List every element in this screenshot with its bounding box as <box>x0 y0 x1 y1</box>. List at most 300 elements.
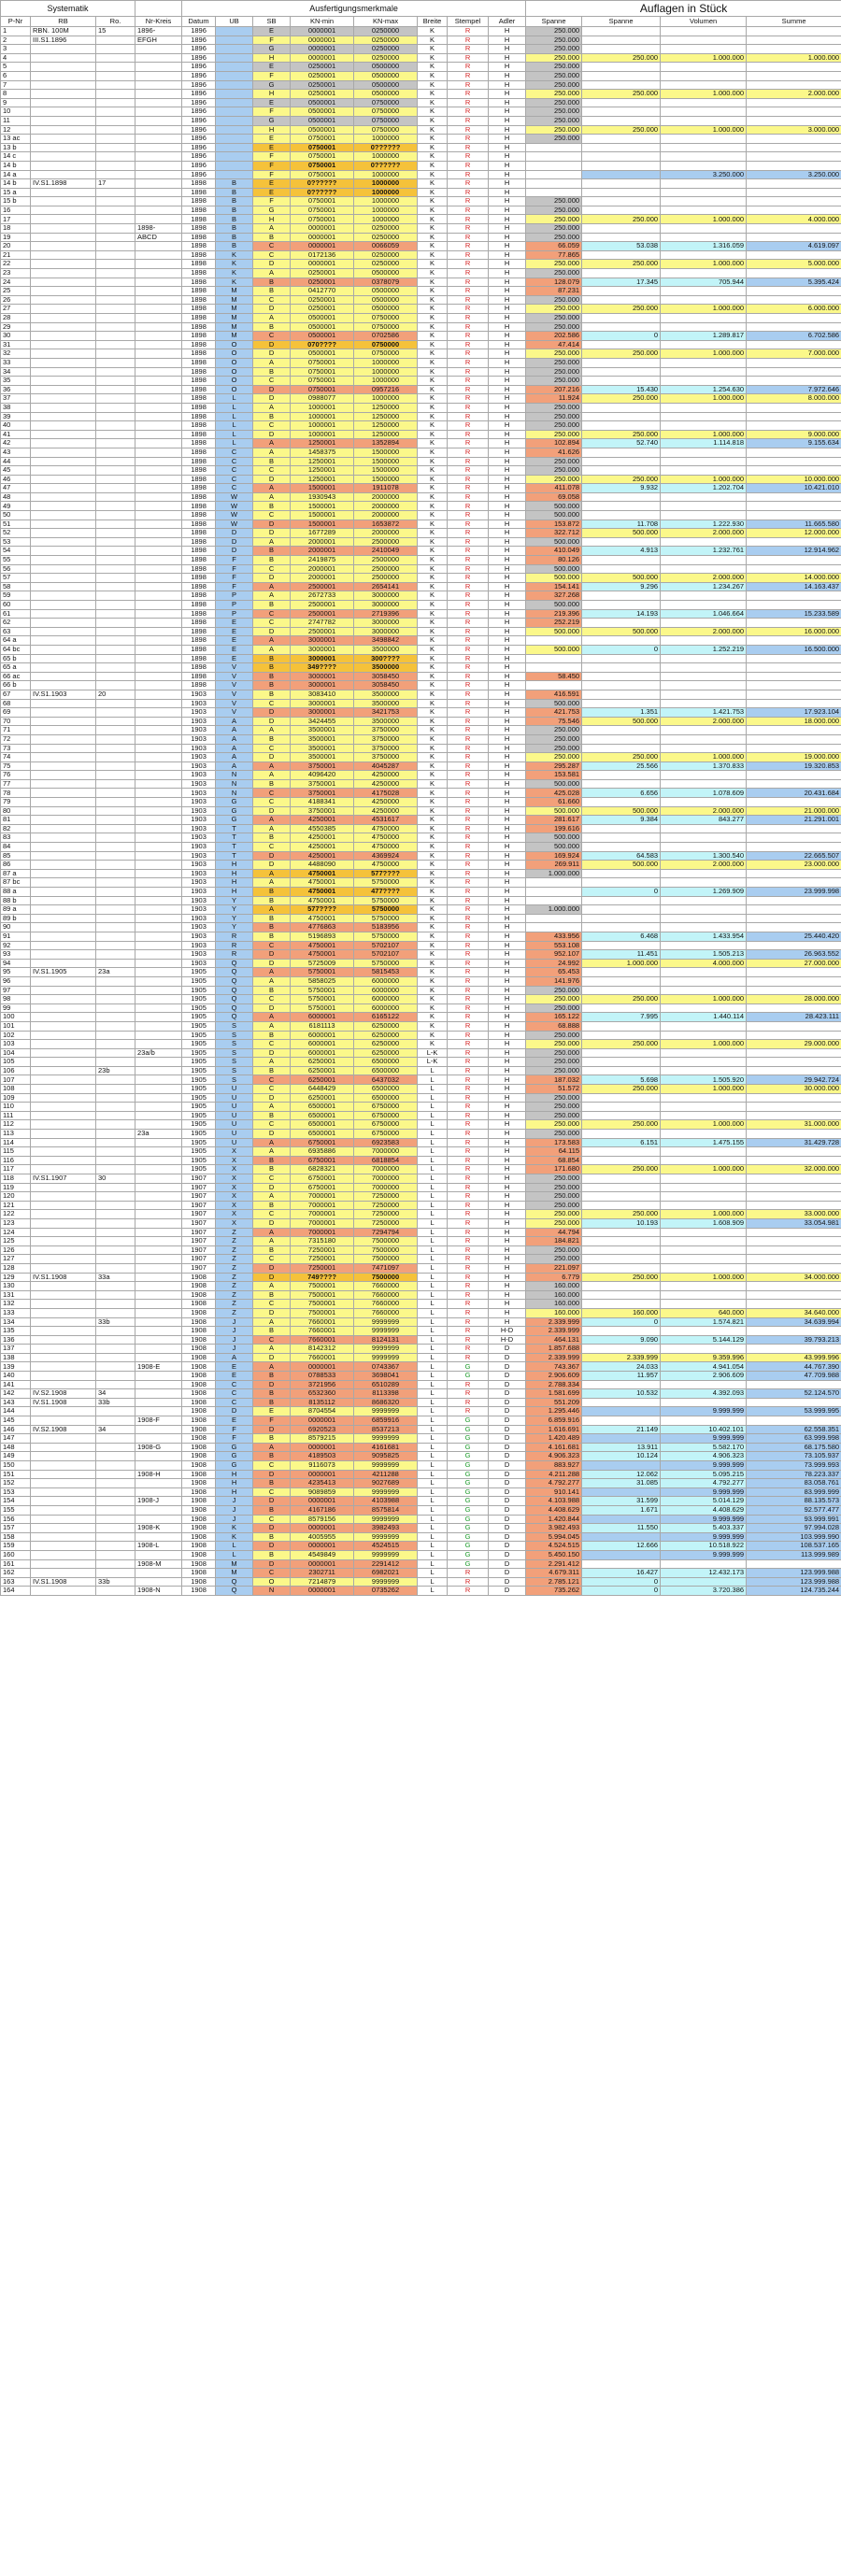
cell-kn-max: 7500000 <box>354 1237 418 1246</box>
cell-spanne-total <box>582 1416 661 1426</box>
cell-stempel: R <box>448 403 489 412</box>
cell-breite: L <box>418 1505 448 1515</box>
cell-spanne-total <box>582 152 661 162</box>
cell-stempel: R <box>448 824 489 833</box>
cell-ub: B <box>216 233 253 242</box>
cell-pnr: 109 <box>1 1093 31 1103</box>
cell-kn-min: 0750001 <box>291 385 354 394</box>
cell-kn-max: 1352894 <box>354 439 418 448</box>
cell-nr-kreis <box>135 1183 182 1192</box>
cell-breite: K <box>418 377 448 386</box>
cell-sb: A <box>253 726 291 735</box>
cell-ub: A <box>216 717 253 726</box>
cell-ro <box>96 1021 135 1031</box>
cell-ro <box>96 90 135 99</box>
cell-summe: 25.440.420 <box>747 932 841 941</box>
cell-spanne-total <box>582 135 661 144</box>
cell-datum: 1903 <box>182 806 216 816</box>
cell-summe <box>747 1345 841 1354</box>
cell-adler: H <box>489 1201 526 1210</box>
cell-datum: 1903 <box>182 690 216 699</box>
cell-breite: K <box>418 457 448 466</box>
cell-nr-kreis <box>135 1021 182 1031</box>
cell-nr-kreis <box>135 260 182 269</box>
cell-nr-kreis <box>135 358 182 367</box>
cell-ro <box>96 98 135 107</box>
cell-spanne <box>526 923 582 932</box>
cell-rb <box>31 744 96 753</box>
cell-nr-kreis <box>135 708 182 718</box>
cell-kn-min: 4167186 <box>291 1505 354 1515</box>
cell-ub <box>216 116 253 125</box>
cell-pnr: 90 <box>1 923 31 932</box>
cell-nr-kreis <box>135 1120 182 1130</box>
cell-kn-max: 3500000 <box>354 690 418 699</box>
cell-breite: K <box>418 529 448 538</box>
cell-nr-kreis <box>135 269 182 278</box>
cell-rb <box>31 1461 96 1471</box>
cell-adler: H <box>489 663 526 673</box>
cell-nr-kreis <box>135 1434 182 1444</box>
cell-sb: H <box>253 215 291 224</box>
cell-rb <box>31 475 96 484</box>
cell-summe: 6.702.586 <box>747 332 841 341</box>
cell-sb: B <box>253 502 291 511</box>
cell-volumen <box>661 45 747 54</box>
cell-spanne: 250.000 <box>526 1192 582 1202</box>
cell-sb: O <box>253 1577 291 1587</box>
cell-spanne: 202.586 <box>526 332 582 341</box>
cell-sb: B <box>253 654 291 663</box>
cell-pnr: 88 a <box>1 888 31 897</box>
table-row <box>1 1165 841 1174</box>
cell-spanne-total <box>582 314 661 323</box>
cell-summe <box>747 734 841 744</box>
cell-datum: 1905 <box>182 1165 216 1174</box>
cell-datum: 1898 <box>182 448 216 457</box>
cell-kn-max: 5750000 <box>354 905 418 915</box>
cell-ro <box>96 582 135 591</box>
cell-summe: 23.999.998 <box>747 888 841 897</box>
cell-kn-min: 4235413 <box>291 1479 354 1488</box>
cell-stempel: R <box>448 878 489 888</box>
cell-breite: K <box>418 861 448 870</box>
cell-rb <box>31 332 96 341</box>
cell-sb: B <box>253 1505 291 1515</box>
cell-stempel: R <box>448 107 489 117</box>
cell-summe: 73.999.993 <box>747 1461 841 1471</box>
cell-spanne: 250.000 <box>526 412 582 421</box>
cell-ro <box>96 349 135 359</box>
cell-kn-max: 8575814 <box>354 1505 418 1515</box>
cell-rb <box>31 941 96 950</box>
cell-datum: 1903 <box>182 914 216 923</box>
cell-volumen <box>661 878 747 888</box>
cell-sb: D <box>253 1263 291 1273</box>
cell-ub: U <box>216 1111 253 1120</box>
cell-breite: L <box>418 1389 448 1399</box>
cell-ub: Q <box>216 959 253 968</box>
cell-summe: 10.000.000 <box>747 475 841 484</box>
cell-spanne-total: 11.550 <box>582 1524 661 1533</box>
cell-datum: 1907 <box>182 1183 216 1192</box>
cell-sb: D <box>253 1559 291 1569</box>
cell-spanne-total: 500.000 <box>582 717 661 726</box>
cell-nr-kreis <box>135 699 182 708</box>
table-row <box>1 1210 841 1219</box>
cell-stempel: R <box>448 457 489 466</box>
cell-sb: D <box>253 717 291 726</box>
cell-spanne-total <box>582 654 661 663</box>
cell-adler: D <box>489 1380 526 1389</box>
cell-nr-kreis <box>135 412 182 421</box>
cell-kn-max: 7250000 <box>354 1210 418 1219</box>
cell-nr-kreis <box>135 1093 182 1103</box>
cell-nr-kreis <box>135 950 182 960</box>
cell-nr-kreis <box>135 923 182 932</box>
cell-rb <box>31 295 96 305</box>
table-row <box>1 1300 841 1309</box>
cell-sb: B <box>253 322 291 332</box>
cell-volumen <box>661 1290 747 1300</box>
cell-kn-max: 0250000 <box>354 53 418 63</box>
cell-stempel: G <box>448 1479 489 1488</box>
cell-sb: A <box>253 484 291 493</box>
cell-adler: H <box>489 116 526 125</box>
cell-pnr: 149 <box>1 1452 31 1461</box>
cell-adler: H <box>489 53 526 63</box>
cell-volumen: 4.906.323 <box>661 1452 747 1461</box>
cell-breite: K <box>418 968 448 977</box>
cell-adler: H <box>489 619 526 628</box>
cell-kn-max: 1000000 <box>354 197 418 206</box>
cell-ro <box>96 1362 135 1372</box>
cell-nr-kreis <box>135 1228 182 1237</box>
cell-spanne: 500.000 <box>526 601 582 610</box>
table-row <box>1 197 841 206</box>
cell-adler: D <box>489 1524 526 1533</box>
cell-stempel: R <box>448 959 489 968</box>
cell-breite: L <box>418 1327 448 1336</box>
cell-spanne-total <box>582 1147 661 1157</box>
cell-ro <box>96 197 135 206</box>
cell-nr-kreis: 1908-M <box>135 1559 182 1569</box>
cell-adler: H <box>489 761 526 771</box>
cell-nr-kreis <box>135 1237 182 1246</box>
table-row <box>1 986 841 995</box>
cell-datum: 1908 <box>182 1407 216 1416</box>
cell-adler: H <box>489 340 526 349</box>
cell-datum: 1898 <box>182 385 216 394</box>
cell-volumen: 5.582.170 <box>661 1443 747 1452</box>
cell-summe: 9.155.634 <box>747 439 841 448</box>
cell-spanne: 250.000 <box>526 135 582 144</box>
col-header-summe: Summe <box>747 17 841 27</box>
cell-datum: 1905 <box>182 1075 216 1085</box>
cell-summe <box>747 197 841 206</box>
cell-breite: L <box>418 1559 448 1569</box>
cell-summe: 18.000.000 <box>747 717 841 726</box>
cell-pnr: 123 <box>1 1218 31 1228</box>
cell-datum: 1903 <box>182 789 216 798</box>
cell-stempel: G <box>448 1470 489 1479</box>
cell-kn-min: 6000001 <box>291 1040 354 1049</box>
cell-rb <box>31 1470 96 1479</box>
table-row <box>1 1569 841 1578</box>
cell-summe: 73.105.937 <box>747 1452 841 1461</box>
cell-rb <box>31 1066 96 1075</box>
cell-sb: E <box>253 63 291 72</box>
cell-sb: A <box>253 1317 291 1327</box>
cell-adler: H <box>489 71 526 80</box>
cell-datum: 1908 <box>182 1479 216 1488</box>
cell-datum: 1896 <box>182 143 216 152</box>
cell-summe: 32.000.000 <box>747 1165 841 1174</box>
table-row <box>1 1362 841 1372</box>
cell-datum: 1898 <box>182 224 216 234</box>
cell-summe <box>747 1290 841 1300</box>
cell-ub: M <box>216 305 253 314</box>
cell-datum: 1903 <box>182 708 216 718</box>
cell-nr-kreis <box>135 914 182 923</box>
cell-breite: K <box>418 484 448 493</box>
cell-stempel: R <box>448 1389 489 1399</box>
cell-rb <box>31 663 96 673</box>
cell-ro <box>96 53 135 63</box>
cell-sb: F <box>253 36 291 45</box>
cell-ro <box>96 1085 135 1094</box>
cell-ro <box>96 851 135 861</box>
cell-kn-max: 9999999 <box>354 1353 418 1362</box>
cell-summe <box>747 45 841 54</box>
table-row <box>1 1587 841 1596</box>
cell-breite: L <box>418 1479 448 1488</box>
cell-nr-kreis: 1898- <box>135 224 182 234</box>
cell-breite: K <box>418 466 448 476</box>
cell-kn-min: 5750001 <box>291 986 354 995</box>
cell-sb: B <box>253 833 291 843</box>
cell-kn-max: 2500000 <box>354 556 418 565</box>
cell-stempel: R <box>448 582 489 591</box>
cell-spanne: 500.000 <box>526 627 582 636</box>
cell-summe <box>747 116 841 125</box>
cell-summe: 5.395.424 <box>747 278 841 287</box>
cell-sb: A <box>253 1058 291 1067</box>
cell-rb <box>31 771 96 780</box>
cell-rb <box>31 1075 96 1085</box>
cell-ro <box>96 188 135 197</box>
cell-summe <box>747 233 841 242</box>
cell-adler: H <box>489 1290 526 1300</box>
cell-summe <box>747 1201 841 1210</box>
cell-volumen: 10.518.922 <box>661 1542 747 1551</box>
table-row <box>1 314 841 323</box>
cell-spanne-total <box>582 377 661 386</box>
cell-sb: E <box>253 98 291 107</box>
cell-spanne-total <box>582 1183 661 1192</box>
cell-breite: L <box>418 1183 448 1192</box>
cell-spanne: 1.420.844 <box>526 1515 582 1524</box>
cell-breite: K <box>418 135 448 144</box>
cell-pnr: 29 <box>1 322 31 332</box>
cell-rb <box>31 1263 96 1273</box>
cell-ro <box>96 1308 135 1317</box>
cell-breite: K <box>418 206 448 215</box>
cell-summe <box>747 295 841 305</box>
cell-stempel: R <box>448 377 489 386</box>
cell-pnr: 162 <box>1 1569 31 1578</box>
cell-ub: N <box>216 779 253 789</box>
cell-volumen <box>661 27 747 36</box>
cell-pnr: 51 <box>1 519 31 529</box>
cell-kn-max: 0?????? <box>354 161 418 170</box>
cell-adler: H <box>489 995 526 1004</box>
cell-adler: H <box>489 349 526 359</box>
cell-nr-kreis <box>135 843 182 852</box>
cell-ro <box>96 753 135 762</box>
cell-spanne: 207.216 <box>526 385 582 394</box>
cell-volumen <box>661 779 747 789</box>
cell-sb: E <box>253 1407 291 1416</box>
cell-ro <box>96 421 135 431</box>
cell-spanne-total: 0 <box>582 645 661 654</box>
cell-sb: A <box>253 582 291 591</box>
cell-breite: L <box>418 1210 448 1219</box>
cell-summe <box>747 511 841 520</box>
cell-datum: 1903 <box>182 779 216 789</box>
cell-spanne-total: 250.000 <box>582 215 661 224</box>
cell-adler: H <box>489 421 526 431</box>
cell-datum: 1898 <box>182 367 216 377</box>
cell-spanne-total <box>582 1532 661 1542</box>
cell-nr-kreis: ABCD <box>135 233 182 242</box>
cell-datum: 1898 <box>182 197 216 206</box>
cell-nr-kreis <box>135 1550 182 1559</box>
cell-nr-kreis <box>135 53 182 63</box>
cell-adler: H <box>489 143 526 152</box>
cell-stempel: R <box>448 950 489 960</box>
cell-breite: L <box>418 1093 448 1103</box>
cell-spanne-total <box>582 923 661 932</box>
cell-spanne: 153.581 <box>526 771 582 780</box>
cell-volumen: 843.277 <box>661 816 747 825</box>
cell-rb <box>31 1587 96 1596</box>
cell-kn-min: 2672733 <box>291 591 354 601</box>
cell-kn-max: 5815453 <box>354 968 418 977</box>
cell-spanne: 250.000 <box>526 377 582 386</box>
cell-ub: D <box>216 1407 253 1416</box>
cell-spanne: 77.865 <box>526 250 582 260</box>
cell-spanne-total <box>582 1255 661 1264</box>
cell-datum: 1905 <box>182 1093 216 1103</box>
cell-kn-min: 0000001 <box>291 242 354 251</box>
cell-spanne-total <box>582 1245 661 1255</box>
cell-ub: N <box>216 771 253 780</box>
cell-ub: C <box>216 466 253 476</box>
cell-ro <box>96 116 135 125</box>
cell-volumen <box>661 734 747 744</box>
cell-ub: Q <box>216 976 253 986</box>
cell-sb: D <box>253 627 291 636</box>
cell-spanne: 66.059 <box>526 242 582 251</box>
cell-volumen <box>661 511 747 520</box>
cell-pnr: 127 <box>1 1255 31 1264</box>
cell-ro <box>96 161 135 170</box>
cell-stempel: R <box>448 789 489 798</box>
cell-spanne: 250.000 <box>526 1218 582 1228</box>
cell-breite: K <box>418 278 448 287</box>
table-row <box>1 322 841 332</box>
cell-nr-kreis <box>135 1075 182 1085</box>
cell-nr-kreis <box>135 107 182 117</box>
cell-adler: H <box>489 959 526 968</box>
table-row <box>1 439 841 448</box>
cell-ro <box>96 1255 135 1264</box>
cell-pnr: 155 <box>1 1505 31 1515</box>
cell-adler: H <box>489 609 526 619</box>
cell-kn-min: 3750001 <box>291 789 354 798</box>
cell-breite: L <box>418 1255 448 1264</box>
cell-stempel: R <box>448 36 489 45</box>
cell-spanne-total: 7.995 <box>582 1013 661 1022</box>
cell-rb <box>31 250 96 260</box>
cell-spanne-total <box>582 80 661 90</box>
cell-breite: L <box>418 1245 448 1255</box>
cell-datum: 1903 <box>182 771 216 780</box>
cell-breite: K <box>418 152 448 162</box>
cell-volumen <box>661 824 747 833</box>
cell-ro <box>96 1040 135 1049</box>
cell-rb <box>31 1058 96 1067</box>
cell-stempel: G <box>448 1443 489 1452</box>
cell-ub: W <box>216 492 253 502</box>
cell-kn-min: 1458375 <box>291 448 354 457</box>
cell-adler: D <box>489 1416 526 1426</box>
cell-summe: 88.135.573 <box>747 1497 841 1506</box>
cell-volumen <box>661 1066 747 1075</box>
cell-pnr: 14 b <box>1 179 31 189</box>
cell-spanne-total: 250.000 <box>582 430 661 439</box>
cell-spanne-total: 250.000 <box>582 90 661 99</box>
cell-pnr: 59 <box>1 591 31 601</box>
cell-spanne: 269.911 <box>526 861 582 870</box>
cell-datum: 1898 <box>182 619 216 628</box>
cell-rb <box>31 1228 96 1237</box>
cell-nr-kreis: 23a/b <box>135 1048 182 1058</box>
cell-kn-max: 6750000 <box>354 1111 418 1120</box>
cell-kn-max: 0750000 <box>354 340 418 349</box>
cell-pnr: 45 <box>1 466 31 476</box>
cell-pnr: 136 <box>1 1335 31 1345</box>
cell-volumen <box>661 771 747 780</box>
cell-rb <box>31 734 96 744</box>
cell-pnr: 21 <box>1 250 31 260</box>
cell-spanne: 551.209 <box>526 1398 582 1407</box>
cell-ro: 34 <box>96 1425 135 1434</box>
cell-rb <box>31 98 96 107</box>
cell-spanne-total <box>582 1398 661 1407</box>
cell-kn-min: 0250001 <box>291 80 354 90</box>
cell-nr-kreis <box>135 591 182 601</box>
table-row <box>1 224 841 234</box>
cell-volumen <box>661 1327 747 1336</box>
cell-pnr: 11 <box>1 116 31 125</box>
cell-volumen: 1.078.609 <box>661 789 747 798</box>
col-header-volumen: Volumen <box>661 17 747 27</box>
cell-volumen <box>661 269 747 278</box>
cell-adler: H <box>489 708 526 718</box>
cell-sb: D <box>253 349 291 359</box>
